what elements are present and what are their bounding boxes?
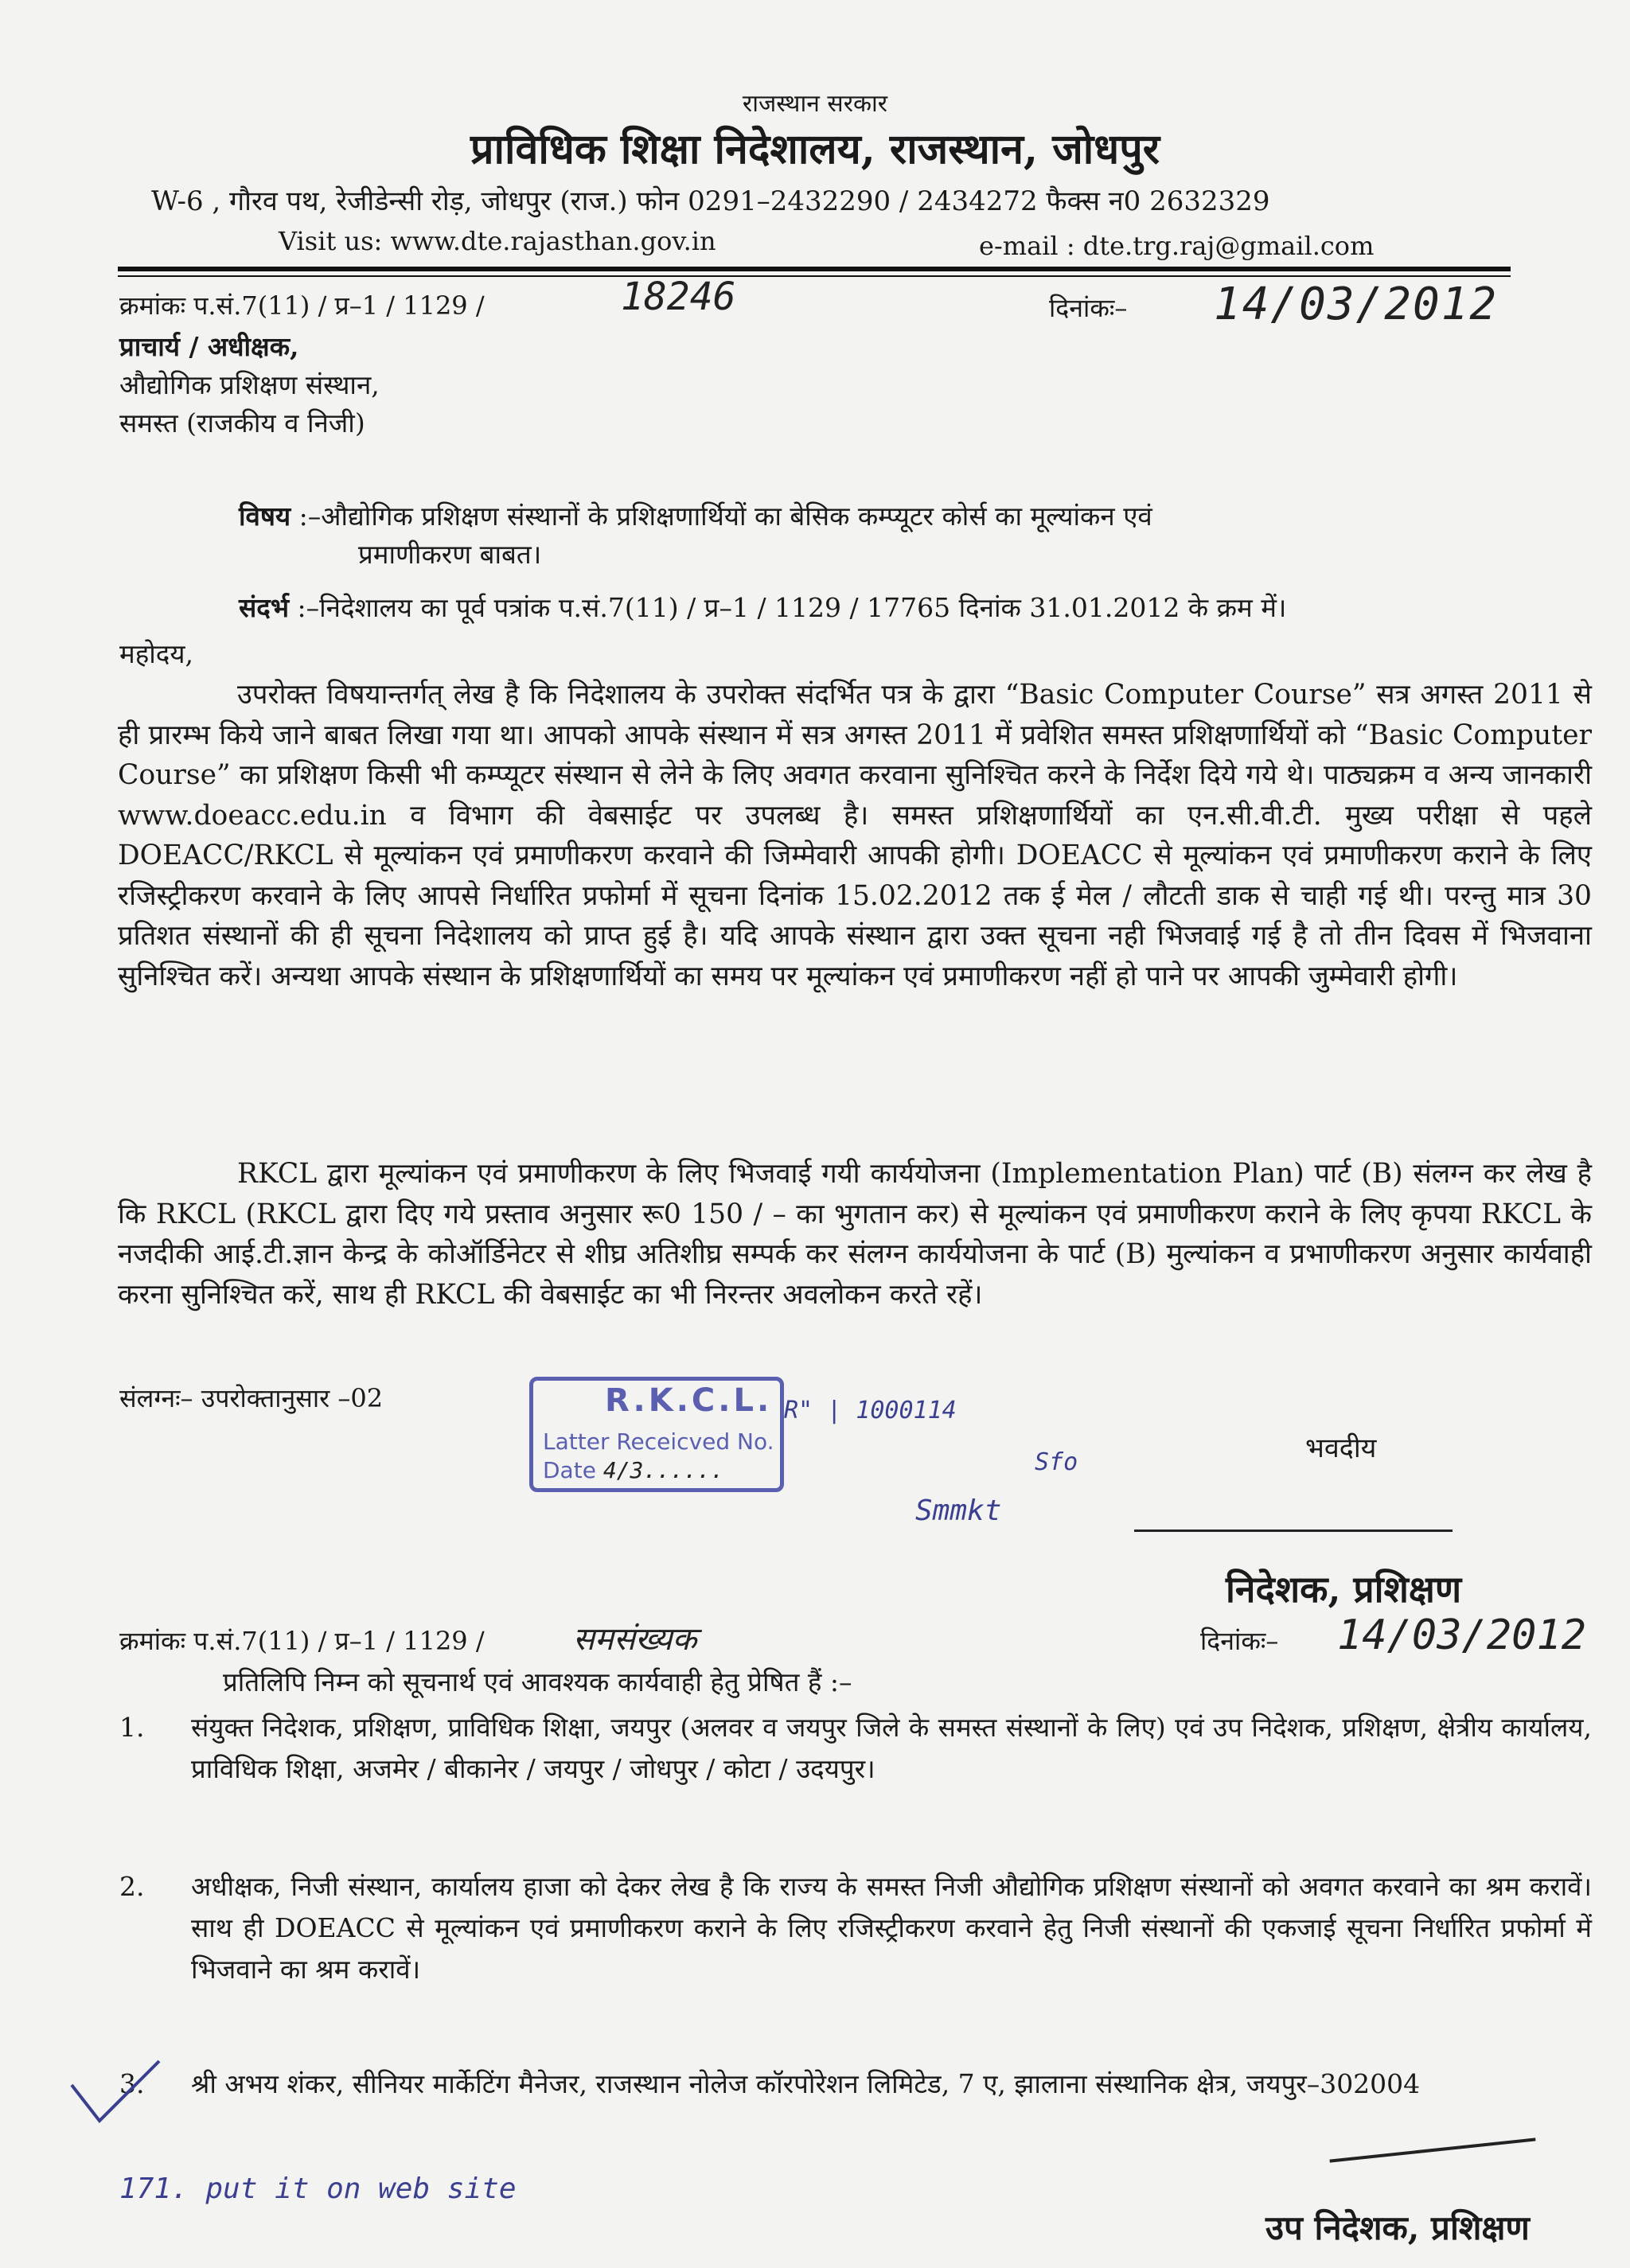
copy-item-number: 3. xyxy=(119,2068,145,2099)
body-paragraph-1: उपरोक्त विषयान्तर्गत् लेख है कि निदेशालय के उपरोक्त संदर्भित पत्र के द्वारा “Basic Computer Course” सत्र अगस्त 2011 से ही प्रारम्भ किये जाने बाबत लिखा गया था। आपको आपके संस्थान में सत्र अगस्त 2011 में प्रवेशित समस्त प्रशिक्षणार्थियों को “Basic Computer Course” का प्रशिक्षण किसी भी कम्प्यूटर संस्थान से लेने के लिए अवगत करवाना सुनिश्चित करने के निर्देश दिये गये थे। पाठ्यक्रम व अन्य जानकारी www.doeacc.edu.in व विभाग की वेबसाईट पर उपलब्ध है। समस्त प्रशिक्षणार्थियों का एन.सी.वी.टी. मुख्य परीक्षा से पहले DOEACC/RKCL से मूल्यांकन एवं प्रमाणीकरण करवाने की जिम्मेवारी आपकी होगी। DOEACC से मूल्यांकन एवं प्रमाणीकरण कराने के लिए रजिस्ट्रीकरण करवाने के लिए आपसे निर्धारित प्रफोर्मा में सूचना दिनांक 15.02.2012 तक ई मेल / लौटती डाक से चाही गई थी। परन्तु मात्र 30 प्रतिशत संस्थानों की ही सूचना निदेशालय को प्राप्त हुई है। यदि आपके संस्थान द्वारा उक्त सूचना नही भिजवाई गई है तो तीन दिवस में भिजवाना सुनिश्चित करें। अन्यथा आपके संस्थान के प्रशिक्षणार्थियों का समय पर मूल्यांकन एवं प्रमाणीकरण नहीं हो पाने पर आपकी जुम्मेवारी होगी। xyxy=(118,679,1592,992)
handwritten-date: 14/03/2012 xyxy=(1214,279,1499,330)
signatory-title: निदेशक, प्रशिक्षण xyxy=(1226,1568,1462,1611)
reference-label: संदर्भ xyxy=(239,592,290,623)
copy-handwritten-date: 14/03/2012 xyxy=(1337,1611,1587,1659)
copy-item-text: संयुक्त निदेशक, प्रशिक्षण, प्राविधिक शिक्षा, जयपुर (अलवर व जयपुर जिले के समस्त संस्थानों के लिए) एवं उप निदेशक, प्रशिक्षण, क्षेत्रीय कार्यालय, प्राविधिक शिक्षा, अजमेर / बीकानेर / जयपुर / जोधपुर / कोटा / उदयपुर। xyxy=(191,1712,1592,1784)
deputy-signature-stroke xyxy=(1330,2137,1536,2162)
stamp-title: R.K.C.L. xyxy=(605,1382,773,1419)
stamp-handwritten-date: 4/3...... xyxy=(602,1457,724,1483)
reference-number-label: क्रमांकः प.सं.7(11) / प्र–1 / 1129 / xyxy=(119,290,485,321)
closing-text: भवदीय xyxy=(1305,1432,1377,1464)
checkmark-icon xyxy=(68,2057,163,2129)
addressee-line: समस्त (राजकीय व निजी) xyxy=(119,407,365,438)
handwritten-bottom-note: 171. put it on web site xyxy=(119,2173,517,2205)
subject-label: विषय xyxy=(239,501,291,532)
copy-reference-label: क्रमांकः प.सं.7(11) / प्र–1 / 1129 / xyxy=(119,1626,485,1656)
copy-item-text: श्री अभय शंकर, सीनियर मार्केटिंग मैनेजर, राजस्थान नोलेज कॉरपोरेशन लिमिटेड, 7 ए, झालाना संस्थानिक क्षेत्र, जयपुर–302004 xyxy=(191,2068,1421,2099)
subject-text-continued: प्रमाणीकरण बाबत। xyxy=(358,539,542,570)
enclosure-note: संलग्नः– उपरोक्तानुसार –02 xyxy=(119,1383,384,1413)
deputy-signatory-title: उप निदेशक, प्रशिक्षण xyxy=(1265,2208,1530,2247)
copy-list-item xyxy=(119,2063,1592,2105)
reference-text: :–निदेशालय का पूर्व पत्रांक प.सं.7(11) / प्र–1 / 1129 / 17765 दिनांक 31.01.2012 के क्रम में। xyxy=(289,592,1287,623)
reference-block xyxy=(239,589,1286,625)
copy-intro: प्रतिलिपि निम्न को सूचनार्थ एवं आवश्यक कार्यवाही हेतु प्रेषित हैं :– xyxy=(223,1666,852,1697)
received-stamp xyxy=(529,1377,784,1492)
letterhead-address: W-6 , गौरव पथ, रेजीडेन्सी रोड़, जोधपुर (राज.) फोन 0291–2432290 / 2434272 फैक्स न0 2632329 xyxy=(151,185,1270,217)
letterhead-email: e-mail : dte.trg.raj@gmail.com xyxy=(979,231,1375,261)
copy-list-item xyxy=(119,1866,1592,1990)
addressee-line: प्राचार्य / अधीक्षक, xyxy=(119,331,299,362)
organization-title: प्राविधिक शिक्षा निदेशालय, राजस्थान, जोधपुर xyxy=(470,125,1160,173)
date-label: दिनांकः– xyxy=(1049,293,1128,323)
body-paragraph-2: RKCL द्वारा मूल्यांकन एवं प्रमाणीकरण के लिए भिजवाई गयी कार्ययोजना (Implementation Plan) पार्ट (B) संलग्न कर लेख है कि RKCL (RKCL द्वारा दिए गये प्रस्ताव अनुसार रू0 150 / – का भुगतान कर) से मूल्यांकन एवं प्रमाणीकरण कराने के लिए कृपया RKCL के नजदीकी आई.टी.ज्ञान केन्द्र के कोऑर्डिनेटर से शीघ्र अतिशीघ्र सम्पर्क कर संलग्न कार्ययोजना के पार्ट (B) मुल्यांकन व प्रभाणीकरण अनुसार कार्यवाही करना सुनिश्चित करें, साथ ही RKCL की वेबसाईट का भी निरन्तर अवलोकन करते रहें। xyxy=(118,1158,1592,1311)
copy-handwritten-reference: समसंख्यक xyxy=(573,1621,697,1658)
addressee-line: औद्योगिक प्रशिक्षण संस्थान, xyxy=(119,369,380,400)
copy-item-number: 1. xyxy=(119,1712,145,1743)
stamp-received-label: Latter Receicved No. xyxy=(543,1428,774,1455)
letterhead-rule-thick xyxy=(118,267,1511,271)
copy-date-label: दिनांकः– xyxy=(1200,1626,1279,1656)
stamp-date-label: Date xyxy=(543,1457,596,1483)
subject-block xyxy=(239,497,1592,574)
addressee-block xyxy=(119,328,380,442)
signature-line xyxy=(1134,1530,1453,1532)
stamp-handwritten-number: R" | 1000114 xyxy=(784,1397,957,1424)
copy-item-number: 2. xyxy=(119,1871,145,1902)
handwritten-initials: Sfo xyxy=(1035,1448,1078,1476)
subject-text: :–औद्योगिक प्रशिक्षण संस्थानों के प्रशिक्षणार्थियों का बेसिक कम्प्यूटर कोर्स का मूल्यांकन एवं xyxy=(291,501,1152,532)
handwritten-reference-number: 18246 xyxy=(621,275,736,319)
letterhead-website: Visit us: www.dte.rajasthan.gov.in xyxy=(279,226,716,256)
handwritten-smkt-note: Smmkt xyxy=(915,1494,1002,1527)
copy-item-text: अधीक्षक, निजी संस्थान, कार्यालय हाजा को देकर लेख है कि राज्य के समस्त निजी औद्योगिक प्रशिक्षण संस्थानों को अवगत करवाने का श्रम करावें। साथ ही DOEACC से मूल्यांकन एवं प्रमाणीकरण कराने के लिए रजिस्ट्रीकरण करवाने हेतु निजी संस्थानों की एकजाई सूचना निर्धारित प्रफोर्मा में भिजवाने का श्रम करावें। xyxy=(191,1871,1592,1985)
letterhead-rule-thin xyxy=(118,275,1511,277)
salutation: महोदय, xyxy=(119,638,193,669)
government-label: राजस्थान सरकार xyxy=(742,90,888,118)
copy-list-item xyxy=(119,1707,1592,1790)
